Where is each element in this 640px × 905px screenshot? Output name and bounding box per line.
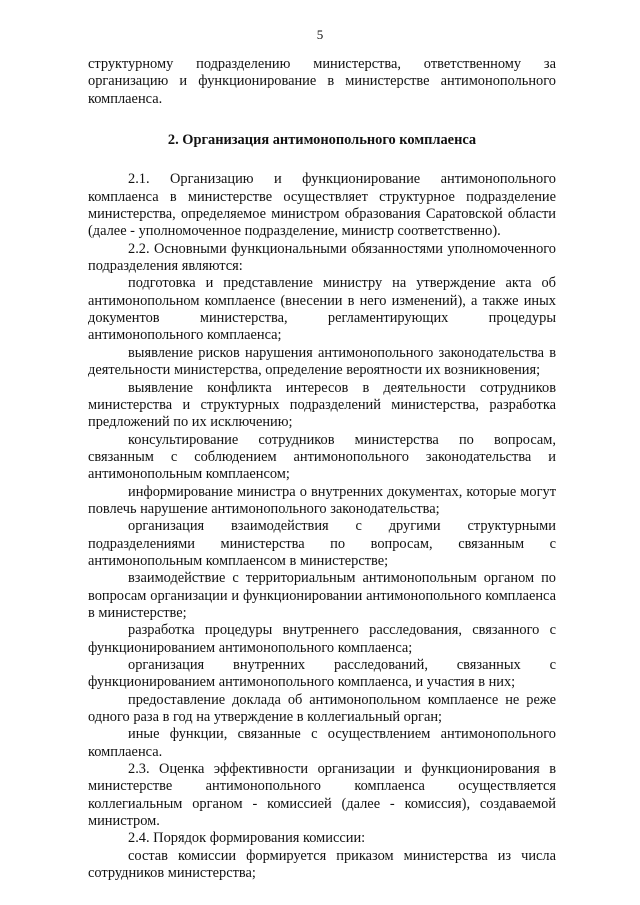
duty-item: иные функции, связанные с осуществлением антимонопольного комплаенса. [88,726,556,760]
duty-item: разработка процедуры внутреннего расследования, связанного с функционированием антимонопольного комплаенса; [88,622,556,656]
duty-item: подготовка и представление министру на утверждение акта об антимонопольном комплаенсе (внесении в него изменений), а также иных документов министерства, регламентирующих процедуры антимонопольного комплаенса; [88,275,556,344]
duty-item: взаимодействие с территориальным антимонопольным органом по вопросам организации и функционировании антимонопольного комплаенса в министерстве; [88,570,556,621]
paragraph-2-1: 2.1. Организацию и функционирование антимонопольного комплаенса в министерстве осуществляет структурное подразделение министерства, определяемое министром образования Саратовской области (далее - уполномоченное подразделение, министр соответственно). [88,171,556,240]
duty-item: предоставление доклада об антимонопольном комплаенсе не реже одного раза в год на утверждение в коллегиальный орган; [88,691,556,726]
paragraph-2-3: 2.3. Оценка эффективности организации и функционирования в министерстве антимонопольного комплаенса осуществляется коллегиальным органом - комиссией (далее - комиссия), создаваемой министром. [88,761,556,830]
paragraph-2-2: 2.2. Основными функциональными обязанностями уполномоченного подразделения являются: [88,240,556,275]
section-heading: 2. Организация антимонопольного комплаенса [167,132,477,149]
page-number: 5 [316,27,324,42]
commission-item: состав комиссии формируется приказом министерства из числа сотрудников министерства; [88,847,556,882]
duty-item: организация взаимодействия с другими структурными подразделениями министерства по вопросам, связанным с антимонопольным комплаенсом в министерстве; [88,518,556,569]
duty-item: выявление конфликта интересов в деятельности сотрудников министерства и структурных подразделений министерства, разработка предложений по их исключению; [88,379,556,431]
document-body [88,56,556,882]
duty-item: организация внутренних расследований, связанных с функционированием антимонопольного комплаенса, и участия в них; [88,657,556,691]
duty-item: выявление рисков нарушения антимонопольного законодательства в деятельности министерства, определение вероятности их возникновения; [88,344,556,379]
paragraph-2-4: 2.4. Порядок формирования комиссии: [128,830,366,847]
duty-item: информирование министра о внутренних документах, которые могут повлечь нарушение антимонопольного законодательства; [88,483,556,517]
duty-item: консультирование сотрудников министерства по вопросам, связанным с соблюдением антимонопольного законодательства и антимонопольным комплаенсом; [88,431,556,483]
paragraph-continuation: структурному подразделению министерства, ответственному за организацию и функционирование в министерстве антимонопольного комплаенса. [88,56,556,107]
